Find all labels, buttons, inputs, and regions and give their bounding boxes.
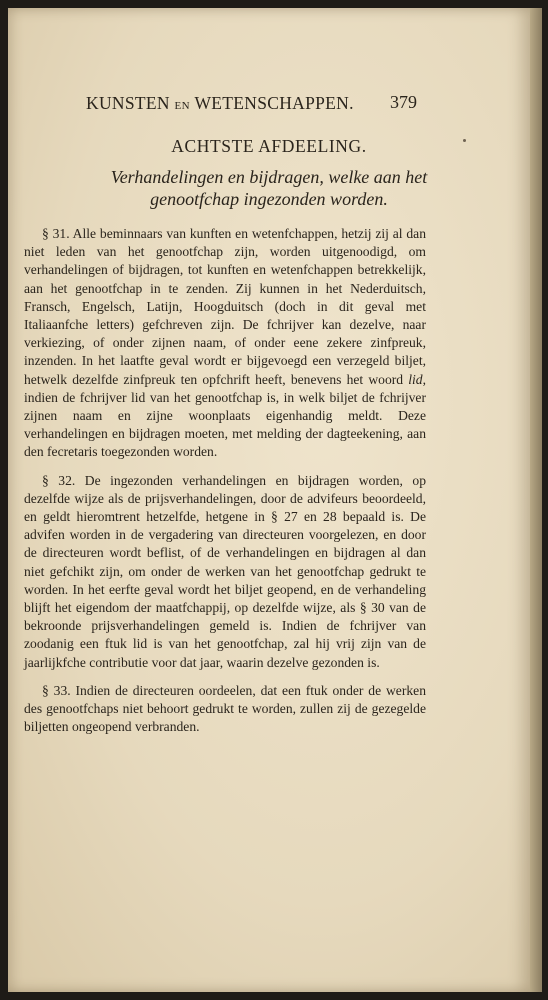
body-text [24, 225, 426, 746]
running-head-word-1: KUNSTEN [86, 93, 170, 113]
paragraph-31 [24, 225, 426, 462]
paragraph-33: § 33. Indien de directeuren oordeelen, dat een ftuk onder de werken des genootfchaps niet behoort gedrukt te worden, zullen zij de gezegelde biljetten ongeopend verbranden. [24, 682, 426, 735]
subtitle-line-1: Verhandelingen en bijdragen, welke aan het [110, 167, 428, 187]
running-head-word-3: WETENSCHAPPEN. [194, 93, 354, 113]
paragraph-31-italic-word: lid [408, 371, 423, 387]
running-head [8, 93, 530, 119]
section-subtitle [38, 166, 500, 210]
paragraph-31-text-a: § 31. Alle beminnaars van kunften en wetenfchappen, hetzij zij al dan niet leden van het genootfchap zijn, worden uitgenoodigd, om verhandelingen of bijdragen, tot kunften en wetenfchappen betrekkelijk, aan het genootfchap in te zenden. Zij kunnen in het Nederduitsch, Fransch, Engelsch, Latijn, Hoogduitsch (doch in dit geval met Italiaanfche letters) gefchreven zijn. De fchrijver kan dezelve, naar verkiezing, of onder zijnen naam, of onder eene zekere zinfpreuk, inzenden. In het laatfte geval wordt er bijgevoegd een verzegeld biljet, hetwelk dezelfde zinfpreuk ten opfchrift heeft, benevens het woord [24, 226, 426, 387]
section-title: ACHTSTE AFDEELING. [171, 136, 367, 156]
paragraph-31-text-b: , indien de fchrijver lid van het genootfchap is, in welk biljet de fchrijver zijnen naam en zijne woonplaats eigenhandig meldt. Deze verhandelingen en bijdragen moeten, met melding der dagteekening, aan den fecretaris toegezonden worden. [24, 371, 426, 460]
subtitle-line-2: genootfchap ingezonden worden. [150, 189, 388, 209]
book-page [8, 8, 530, 992]
running-head-word-2: EN [174, 100, 191, 112]
page-edge [530, 8, 542, 992]
page-number: 379 [390, 92, 417, 112]
paragraph-32: § 32. De ingezonden verhandelingen en bijdragen worden, op dezelfde wijze als de prijsverhandelingen, door de advifeurs beoordeeld, en geldt hieromtrent hetzelfde, hetgene in § 27 en 28 bepaald is. De advifen worden in de vergadering van directeuren voorgelezen, en door de directeuren wordt beflist, of de verhandelingen en bijdragen al dan niet gefchikt zijn, om onder de werken van het genootfchap gedrukt te worden. In het eerfte geval wordt het biljet geopend, en de verhandeling blijft het eigendom der maatfchappij, op dezelfde wijze, als § 30 van de bekroonde prijsverhandelingen gemeld is. Indien de fchrijver van zoodanig een ftuk lid is van het genootfchap, zal hij vrij zijn van de jaarlijkfche contributie voor dat jaar, waarin dezelve gezonden is. [24, 472, 426, 670]
running-head-title [86, 93, 354, 114]
